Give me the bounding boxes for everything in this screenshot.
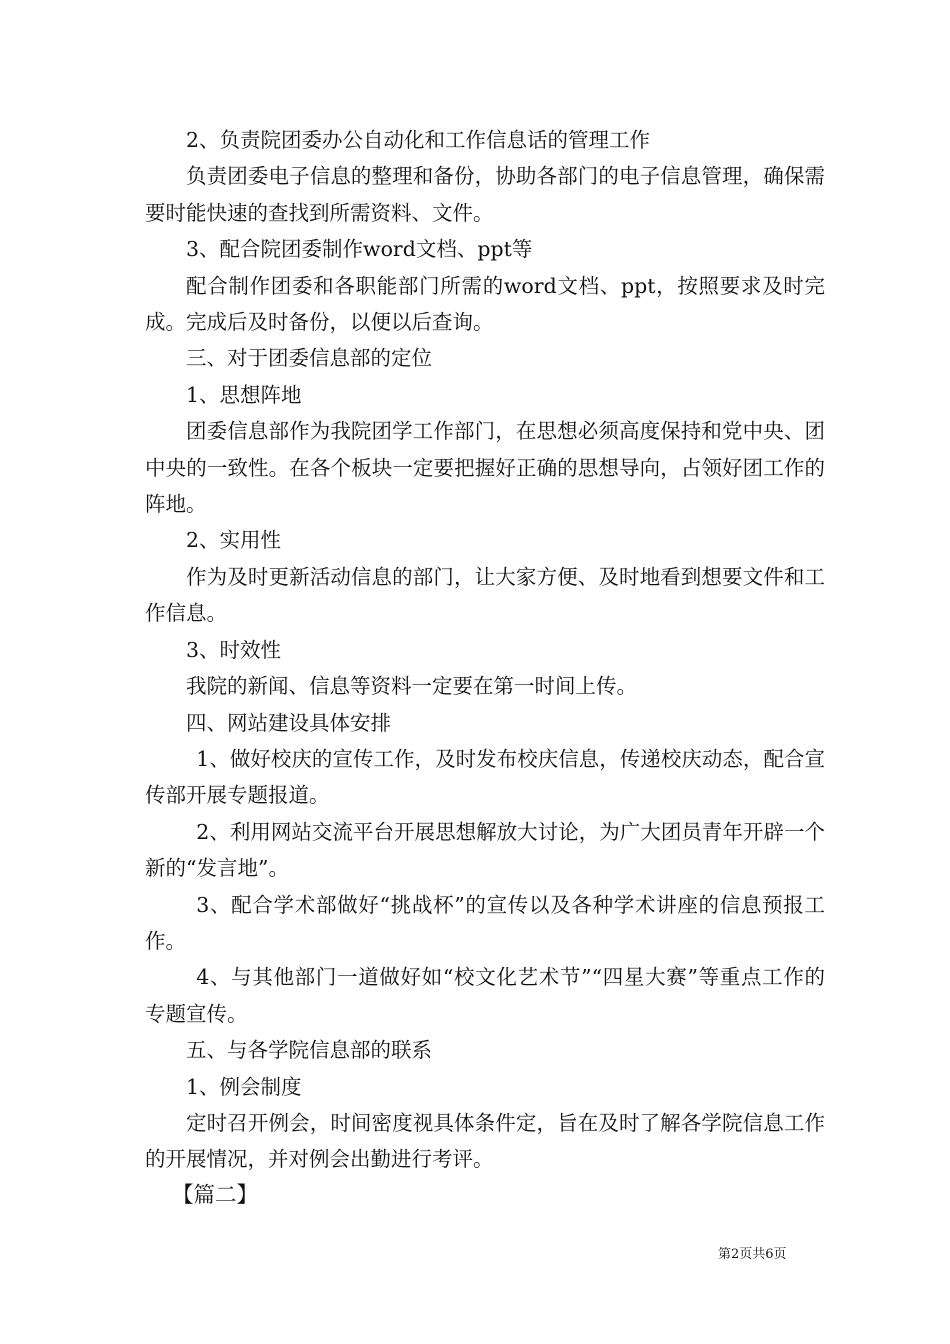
paragraph: 三、对于团委信息部的定位 bbox=[186, 346, 432, 371]
paragraph: 四、网站建设具体安排 bbox=[186, 710, 391, 735]
paragraph: 4、与其他部门一道做好如“校文化艺术节”“四星大赛”等重点工作的专题宣传。 bbox=[145, 965, 825, 1026]
paragraph: 团委信息部作为我院团学工作部门，在思想必须高度保持和党中央、团中央的一致性。在各个板块一定要把握好正确的思想导向，占领好团工作的阵地。 bbox=[145, 419, 825, 517]
paragraph: 配合制作团委和各职能部门所需的word文档、ppt，按照要求及时完成。完成后及时备份，以便以后查询。 bbox=[145, 273, 825, 335]
paragraph: 1、做好校庆的宣传工作，及时发布校庆信息，传递校庆动态，配合宣传部开展专题报道。 bbox=[145, 746, 825, 808]
paragraph: 作为及时更新活动信息的部门，让大家方便、及时地看到想要文件和工作信息。 bbox=[145, 564, 825, 626]
paragraph: 2、实用性 bbox=[186, 528, 282, 553]
paragraph: 五、与各学院信息部的联系 bbox=[186, 1038, 432, 1063]
paragraph: 我院的新闻、信息等资料一定要在第一时间上传。 bbox=[186, 674, 637, 699]
paragraph: 负责团委电子信息的整理和备份，协助各部门的电子信息管理，确保需要时能快速的查找到所需资料、文件。 bbox=[145, 164, 825, 225]
paragraph: 3、时效性 bbox=[186, 637, 282, 662]
paragraph: 2、利用网站交流平台开展思想解放大讨论，为广大团员青年开辟一个新的“发言地”。 bbox=[145, 819, 825, 881]
paragraph: 1、思想阵地 bbox=[186, 382, 302, 407]
paragraph: 定时召开例会，时间密度视具体条件定，旨在及时了解各学院信息工作的开展情况，并对例会出勤进行考评。 bbox=[145, 1110, 825, 1172]
paragraph: 3、配合院团委制作word文档、ppt等 bbox=[186, 237, 533, 262]
page-number: 第2页共6页 bbox=[718, 1247, 787, 1262]
paragraph: 2、负责院团委办公自动化和工作信息话的管理工作 bbox=[186, 128, 651, 152]
section-heading: 【篇二】 bbox=[172, 1182, 259, 1208]
document-body bbox=[145, 122, 825, 1214]
paragraph: 1、例会制度 bbox=[186, 1074, 302, 1099]
paragraph: 3、配合学术部做好“挑战杯”的宣传以及各种学术讲座的信息预报工作。 bbox=[145, 892, 825, 953]
